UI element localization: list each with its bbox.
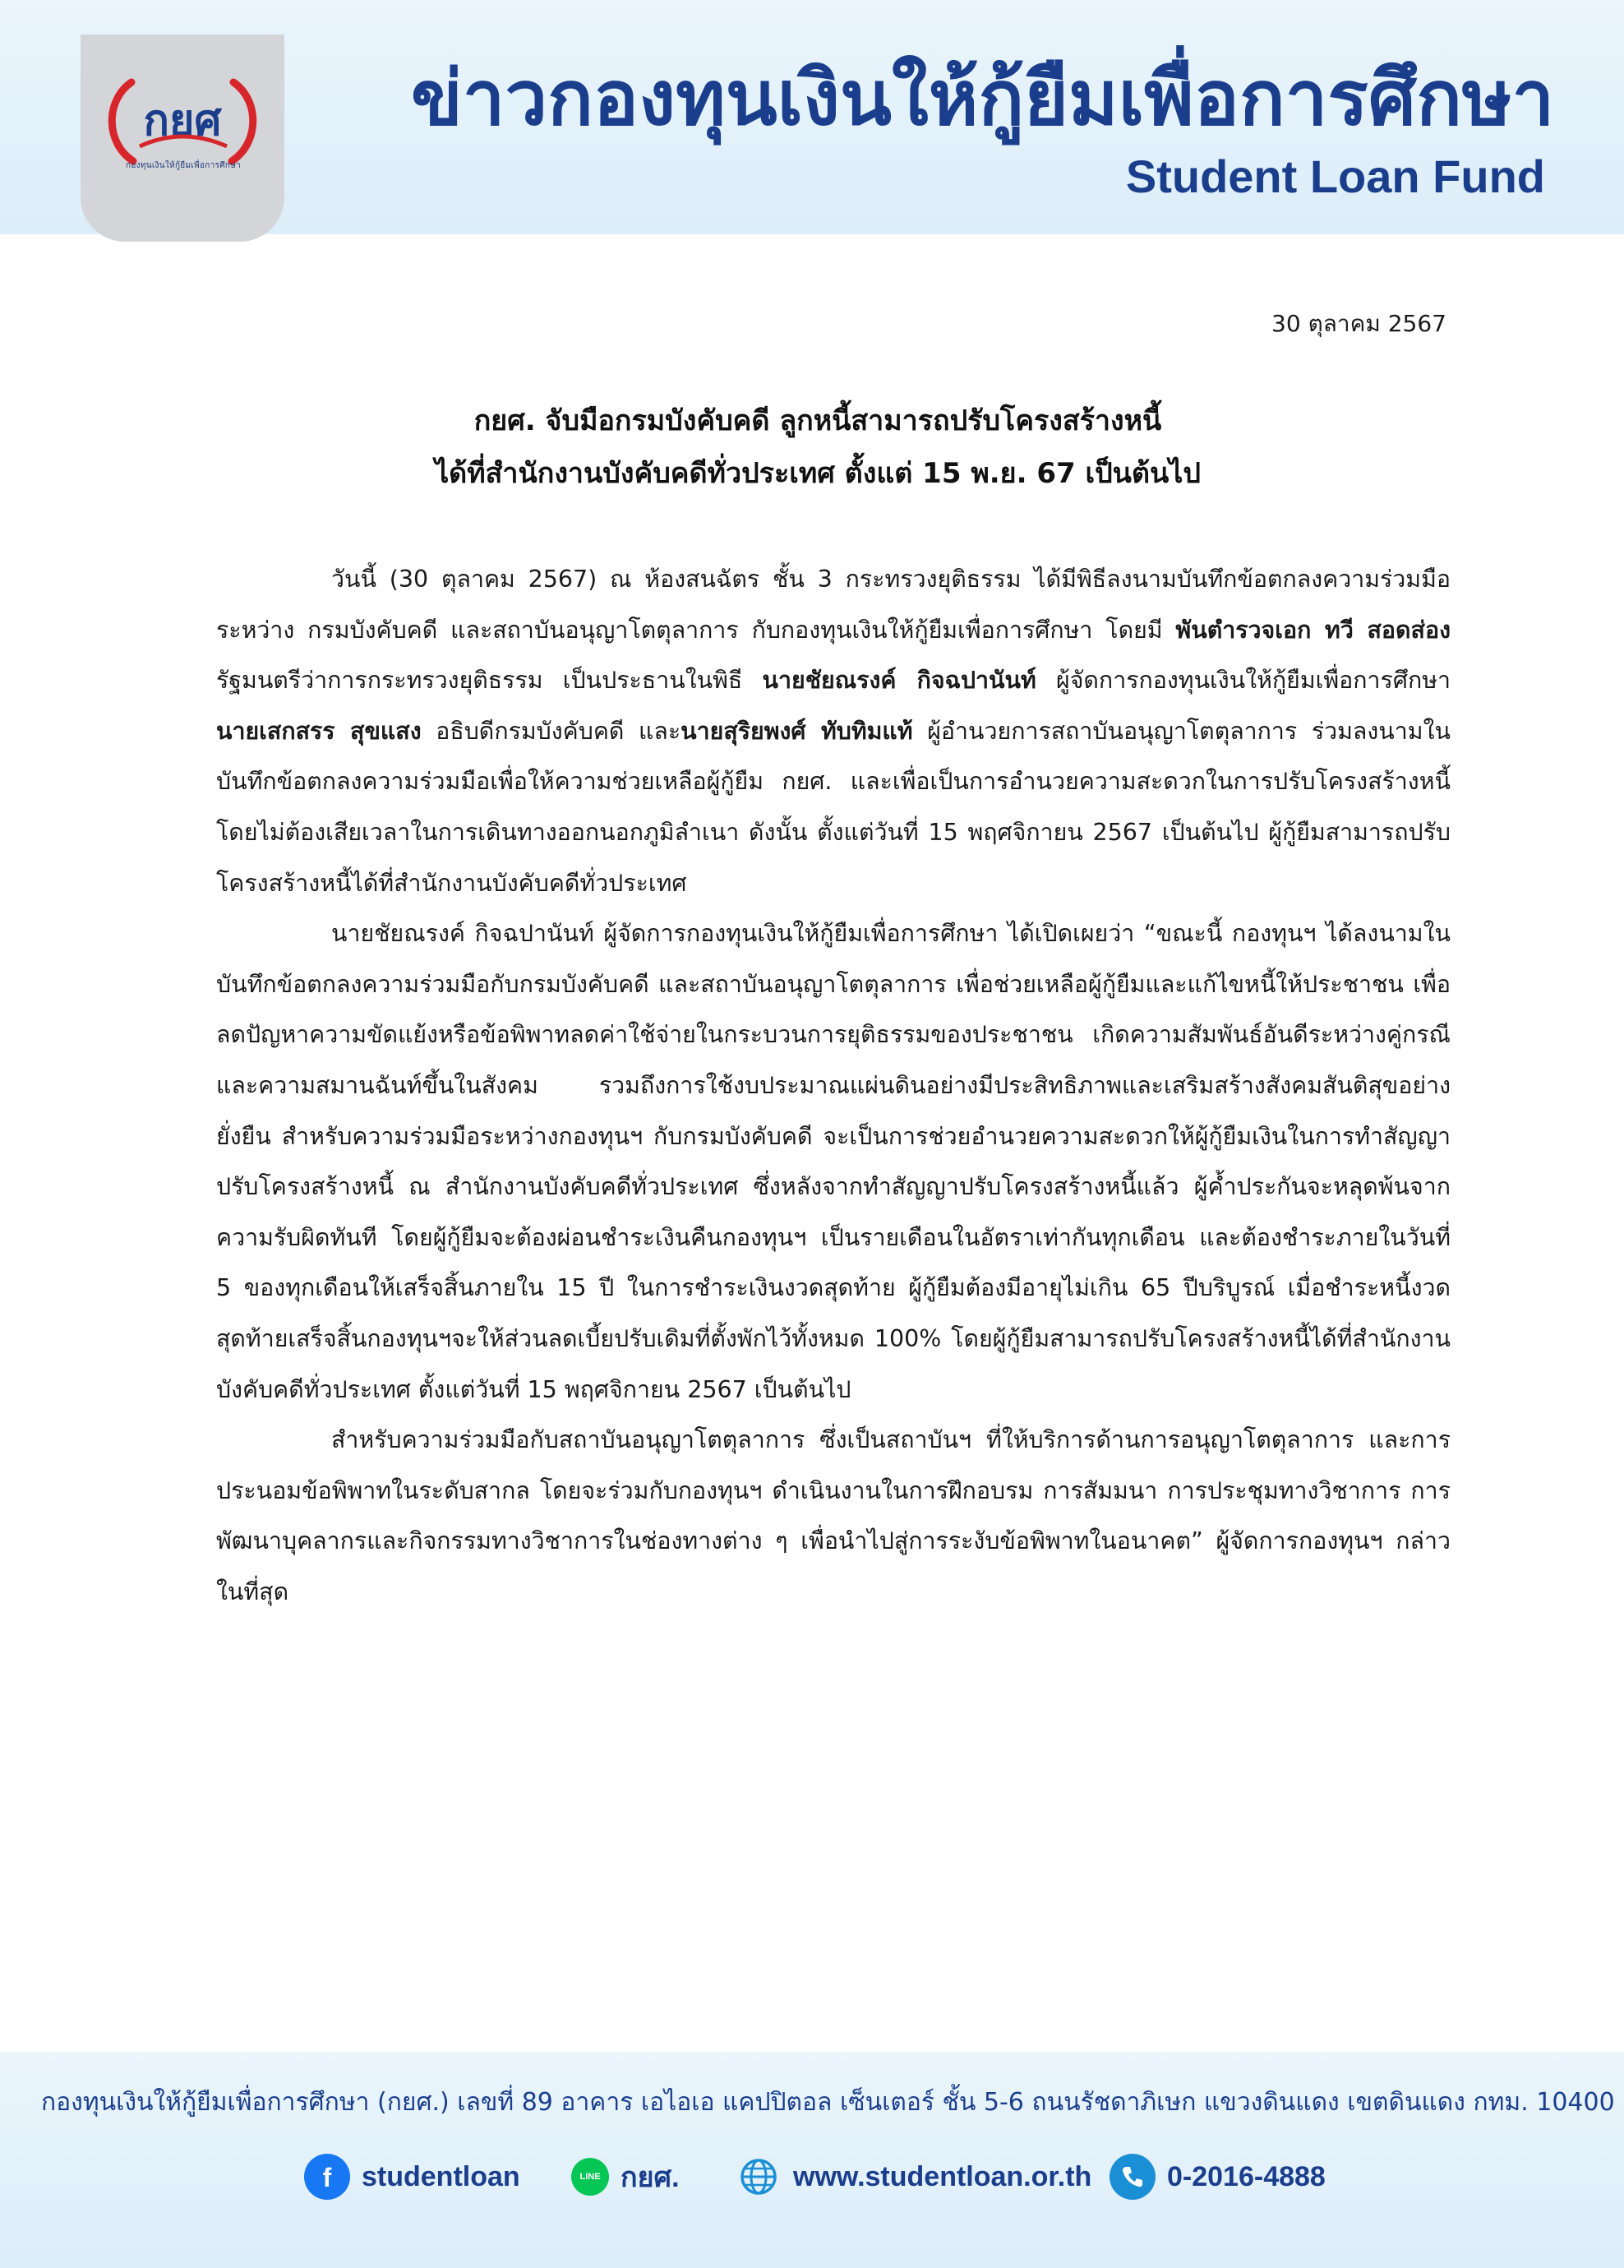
website-link[interactable] — [736, 2150, 1091, 2203]
headline — [214, 395, 1422, 500]
paragraph-1-text: ผู้อำนวยการสถาบันอนุญาโตตุลาการ ร่วมลงนามในบันทึกข้อตกลงความร่วมมือเพื่อให้ความช่วยเหลือผู้กู้ยืม กยศ. และเพื่อเป็นการอำนวยความสะดวกในการปรับโครงสร้างหนี้ โดยไม่ต้องเสียเวลาในการเดินทางออกนอกภูมิลำเนา ดังนั้น ตั้งแต่วันที่ 15 พฤศจิกายน 2567 เป็นต้นไป ผู้กู้ยืมสามารถปรับโครงสร้างหนี้ได้ที่สำนักงานบังคับคดีทั่วประเทศ — [216, 717, 1451, 897]
phone-link[interactable] — [1110, 2150, 1326, 2203]
logo-caption: กองทุนเงินให้กู้ยืมเพื่อการศึกษา — [125, 161, 242, 170]
press-date: 30 ตุลาคม 2567 — [1271, 310, 1446, 337]
svg-text:f: f — [322, 2163, 332, 2191]
person-name-fund-manager: นายชัยณรงค์ กิจฉปานันท์ — [762, 667, 1036, 695]
line-label: กยศ. — [621, 2162, 680, 2193]
paragraph-1-text: วันนี้ (30 ตุลาคม 2567) ณ ห้องสนฉัตร ชั้น 3 กระทรวงยุติธรรม ได้มีพิธีลงนามบันทึกข้อตกลงความร่วมมือระหว่าง กรมบังคับคดี และสถาบันอนุญาโตตุลาการ กับกองทุนเงินให้กู้ยืมเพื่อการศึกษา โดยมี — [216, 566, 1451, 644]
paragraph-2: นายชัยณรงค์ กิจฉปานันท์ ผู้จัดการกองทุนเงินให้กู้ยืมเพื่อการศึกษา ได้เปิดเผยว่า “ขณะนี้ กองทุนฯ ได้ลงนามในบันทึกข้อตกลงความร่วมมือกับกรมบังคับคดี และสถาบันอนุญาโตตุลาการ เพื่อช่วยเหลือผู้กู้ยืมและแก้ไขหนี้ให้ประชาชน เพื่อลดปัญหาความขัดแย้งหรือข้อพิพาทลดค่าใช้จ่ายในกระบวนการยุติธรรมของประชาชน เกิดความสัมพันธ์อันดีระหว่างคู่กรณีและความสมานฉันท์ขึ้นในสังคม รวมถึงการใช้งบประมาณแผ่นดินอย่างมีประสิทธิภาพและเสริมสร้างสังคมสันติสุขอย่างยั่งยืน สำหรับความร่วมมือระหว่างกองทุนฯ กับกรมบังคับคดี จะเป็นการช่วยอำนวยความสะดวกให้ผู้กู้ยืมเงินในการทำสัญญาปรับโครงสร้างหนี้ ณ สำนักงานบังคับคดีทั่วประเทศ ซึ่งหลังจากทำสัญญาปรับโครงสร้างหนี้แล้ว ผู้ค้ำประกันจะหลุดพ้นจากความรับผิดทันที โดยผู้กู้ยืมจะต้องผ่อนชำระเงินคืนกองทุนฯ เป็นรายเดือนในอัตราเท่ากันทุกเดือน และต้องชำระภายในวันที่ 5 ของทุกเดือนให้เสร็จสิ้นภายใน 15 ปี ในการชำระเงินงวดสุดท้าย ผู้กู้ยืมต้องมีอายุไม่เกิน 65 ปีบริบูรณ์ เมื่อชำระหนี้งวดสุดท้ายเสร็จสิ้นกองทุนฯจะให้ส่วนลดเบี้ยปรับเดิมที่ตั้งพักไว้ทั้งหมด 100% โดยผู้กู้ยืมสามารถปรับโครงสร้างหนี้ได้ที่สำนักงานบังคับคดีทั่วประเทศ ตั้งแต่วันที่ 15 พฤศจิกายน 2567 เป็นต้นไป — [216, 920, 1451, 1403]
logo-mark — [99, 76, 266, 166]
logo — [81, 35, 284, 242]
paragraph-1 — [216, 554, 1451, 908]
globe-icon — [736, 2154, 782, 2200]
paragraph-3: สำหรับความร่วมมือกับสถาบันอนุญาโตตุลาการ ซึ่งเป็นสถาบันฯ ที่ให้บริการด้านการอนุญาโตตุลาการ และการประนอมข้อพิพาทในระดับสากล โดยจะร่วมกับกองทุนฯ ดำเนินงานในการฝึกอบรม การสัมมนา การประชุมทางวิชาการ การพัฒนาบุคลากรและกิจกรรมทางวิชาการในช่องทางต่าง ๆ เพื่อนำไปสู่การระงับข้อพิพาทในอนาคต” ผู้จัดการกองทุนฯ กล่าวในที่สุด — [216, 1426, 1451, 1605]
footer-address: กองทุนเงินให้กู้ยืมเพื่อการศึกษา (กยศ.) เลขที่ 89 อาคาร เอไอเอ แคปปิตอล เซ็นเตอร์ ชั้น 5-6 ถนนรัชดาภิเษก แขวงดินแดง เขตดินแดง กทม. 10400 — [41, 2088, 1615, 2117]
line-icon-text: LINE — [579, 2172, 601, 2182]
article-body — [216, 554, 1451, 1617]
facebook-link[interactable] — [304, 2150, 520, 2203]
header-title-english: Student Loan Fund — [1125, 150, 1545, 202]
logo-text: กยศ — [143, 97, 222, 145]
facebook-icon — [304, 2154, 350, 2200]
person-name-director-general: นายเสกสรร สุขแสง — [216, 717, 422, 745]
person-name-minister: พันตำรวจเอก ทวี สอดส่อง — [1175, 616, 1451, 644]
footer — [0, 2052, 1624, 2268]
contact-bar — [296, 2150, 1364, 2208]
paragraph-1-text: รัฐมนตรีว่าการกระทรวงยุติธรรม เป็นประธานในพิธี — [216, 667, 763, 695]
line-icon — [571, 2158, 609, 2196]
line-link[interactable] — [571, 2150, 680, 2203]
website-label: www.studentloan.or.th — [793, 2160, 1092, 2192]
phone-icon — [1110, 2154, 1156, 2200]
phone-label: 0-2016-4888 — [1167, 2160, 1326, 2192]
header-title-thai: ข่าวกองทุนเงินให้กู้ยืมเพื่อการศึกษา — [411, 57, 1555, 141]
header-banner — [0, 0, 1624, 234]
facebook-label: studentloan — [362, 2160, 520, 2192]
headline-line-2: ได้ที่สำนักงานบังคับคดีทั่วประเทศ ตั้งแต่ 15 พ.ย. 67 เป็นต้นไป — [435, 457, 1201, 490]
paragraph-1-text: อธิบดีกรมบังคับคดี และ — [421, 717, 681, 745]
person-name-institute-director: นายสุริยพงศ์ ทับทิมแท้ — [681, 717, 913, 745]
paragraph-1-text: ผู้จัดการกองทุนเงินให้กู้ยืมเพื่อการศึกษา — [1036, 667, 1451, 695]
headline-line-1: กยศ. จับมือกรมบังคับคดี ลูกหนี้สามารถปรับโครงสร้างหนี้ — [473, 404, 1162, 437]
